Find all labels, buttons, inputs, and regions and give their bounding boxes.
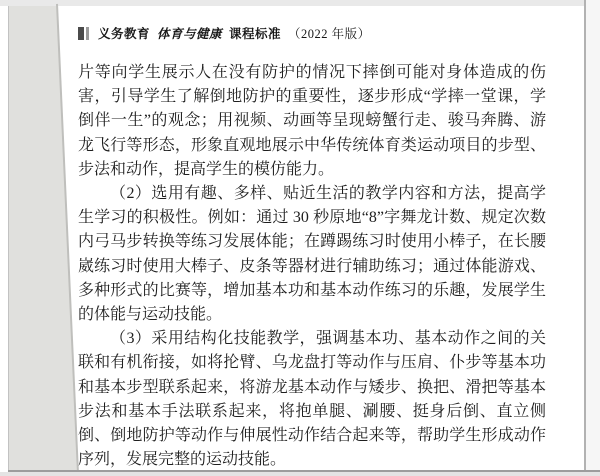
header-standard-label: 课程标准 — [229, 27, 282, 41]
photo-left-shadow — [9, 6, 79, 476]
page-body — [78, 61, 546, 472]
header-subject-label: 体育与健康 — [157, 27, 223, 41]
header-bars-icon — [78, 27, 89, 40]
header-series-label: 义务教育 — [98, 27, 151, 41]
paragraph-item-3: （3）采用结构化技能教学，强调基本功、基本动作之间的关联和有机衔接，如将抡臂、乌龙盘打等动作与压肩、仆步等基本功和基本步型联系起来，将游龙基本动作与矮步、换把、滑把等基本步法和基本手法联系起来，将抱单腿、涮腰、挺身后倒、直立侧倒、倒地防护等动作与伸展性动作结合起来等，帮助学生形成动作序列，发展完整的运动技能。 — [78, 330, 546, 469]
header-edition-label: （2022 年版） — [288, 27, 371, 41]
paragraph-continuation: 片等向学生展示人在没有防护的情况下摔倒可能对身体造成的伤害，引导学生了解倒地防护的重要性，逐步形成“学摔一堂课，学倒伴一生”的观念；用视频、动画等呈现螃蟹行走、骏马奔腾、游龙飞行等形态，形象直观地展示中华传统体育类运动项目的步型、步法和动作，提高学生的模仿能力。 — [78, 64, 546, 178]
paragraph-item-2: （2）选用有趣、多样、贴近生活的教学内容和方法，提高学生学习的积极性。例如：通过 30 秒原地“8”字舞龙计数、规定次数内弓马步转换等练习发展体能；在蹲踢练习时使用小棒子，在长腰崴练习时使用大棒子、皮条等器材进行辅助练习；通过体能游戏、多种形式的比赛等，增加基本功和基本动作练习的乐趣，发展学生的体能与运动技能。 — [78, 185, 546, 324]
photo-left-edge-line — [8, 6, 9, 470]
header-bar-dark-icon — [78, 27, 84, 40]
running-header — [78, 24, 371, 42]
photo-right-margin — [586, 0, 600, 471]
page-right-edge — [584, 0, 586, 471]
header-bar-light-icon — [86, 27, 89, 40]
document-page — [78, 0, 546, 476]
